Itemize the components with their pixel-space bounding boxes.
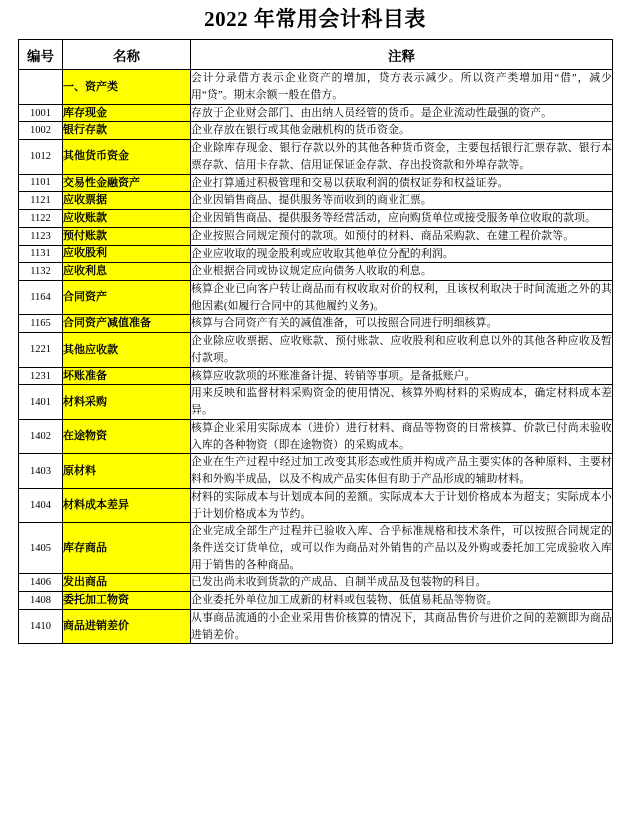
table-row: [19, 245, 613, 263]
cell-note: 企业除应收票据、应收账款、预付账款、应收股利和应收利息以外的其他各种应收及暂付款项。: [191, 333, 613, 367]
cell-name: 材料采购: [63, 385, 191, 419]
cell-name: 应收账款: [63, 210, 191, 228]
cell-name: 坏账准备: [63, 367, 191, 385]
cell-code: 1406: [19, 574, 63, 592]
cell-code: 1408: [19, 592, 63, 610]
cell-code: 1101: [19, 174, 63, 192]
cell-code: 1405: [19, 523, 63, 574]
cell-name: 商品进销差价: [63, 609, 191, 643]
cell-name: 合同资产: [63, 281, 191, 315]
cell-code: 1404: [19, 488, 63, 522]
table-row: [19, 367, 613, 385]
column-header-note: 注释: [191, 40, 613, 70]
cell-code: 1122: [19, 210, 63, 228]
table-row: [19, 140, 613, 174]
cell-name: 银行存款: [63, 122, 191, 140]
cell-note: 企业按照合同规定预付的款项。如预付的材料、商品采购款、在建工程价款等。: [191, 227, 613, 245]
table-row: [19, 70, 613, 104]
table-row: [19, 574, 613, 592]
cell-name: 材料成本差异: [63, 488, 191, 522]
cell-note: 已发出尚未收到货款的产成品、自制半成品及包装物的科目。: [191, 574, 613, 592]
table-row: [19, 210, 613, 228]
cell-note: 用来反映和监督材料采购资金的使用情况、核算外购材料的采购成本，确定材料成本差异。: [191, 385, 613, 419]
cell-name: 库存现金: [63, 104, 191, 122]
cell-code: 1401: [19, 385, 63, 419]
cell-name: 委托加工物资: [63, 592, 191, 610]
cell-note: 材料的实际成本与计划成本间的差额。实际成本大于计划价格成本为超支；实际成本小于计划价格成本为节约。: [191, 488, 613, 522]
cell-note: 企业因销售商品、提供服务等而收到的商业汇票。: [191, 192, 613, 210]
cell-name: 发出商品: [63, 574, 191, 592]
cell-code: 1231: [19, 367, 63, 385]
cell-note: 核算应收款项的坏账准备计提、转销等事项。是备抵账户。: [191, 367, 613, 385]
cell-code: 1410: [19, 609, 63, 643]
page-title: 2022 年常用会计科目表: [204, 7, 426, 31]
cell-code: 1123: [19, 227, 63, 245]
table-row: [19, 104, 613, 122]
cell-code: 1121: [19, 192, 63, 210]
accounting-subjects-table: [18, 39, 613, 644]
cell-note: 存放于企业财会部门、由出纳人员经管的货币。是企业流动性最强的资产。: [191, 104, 613, 122]
cell-name: 其他货币资金: [63, 140, 191, 174]
cell-note: 核算企业采用实际成本（进价）进行材料、商品等物资的日常核算、价款已付尚未验收入库的各种物资（即在途物资）的采购成本。: [191, 419, 613, 453]
cell-note: 核算与合同资产有关的减值准备，可以按照合同进行明细核算。: [191, 315, 613, 333]
cell-note: 企业打算通过积极管理和交易以获取利润的债权证券和权益证券。: [191, 174, 613, 192]
cell-code: 1002: [19, 122, 63, 140]
cell-code: 1221: [19, 333, 63, 367]
cell-code: 1131: [19, 245, 63, 263]
column-header-name: 名称: [63, 40, 191, 70]
table-row: [19, 488, 613, 522]
table-container: [0, 39, 630, 644]
table-row: [19, 281, 613, 315]
cell-name: 其他应收款: [63, 333, 191, 367]
cell-note: 企业委托外单位加工成新的材料或包装物、低值易耗品等物资。: [191, 592, 613, 610]
cell-note: 从事商品流通的小企业采用售价核算的情况下，其商品售价与进价之间的差额即为商品进销差价。: [191, 609, 613, 643]
cell-name: 交易性金融资产: [63, 174, 191, 192]
cell-code: [19, 70, 63, 104]
table-row: [19, 523, 613, 574]
table-row: [19, 122, 613, 140]
cell-code: 1402: [19, 419, 63, 453]
table-row: [19, 315, 613, 333]
cell-code: 1164: [19, 281, 63, 315]
cell-note: 企业应收取的现金股利或应收取其他单位分配的利润。: [191, 245, 613, 263]
table-row: [19, 454, 613, 488]
cell-note: 会计分录借方表示企业资产的增加，贷方表示减少。所以资产类增加用“借”，减少用“贷”。期末余额一般在借方。: [191, 70, 613, 104]
cell-code: 1165: [19, 315, 63, 333]
table-header-row: [19, 40, 613, 70]
cell-code: 1132: [19, 263, 63, 281]
cell-note: 企业根据合同或协议规定应向债务人收取的利息。: [191, 263, 613, 281]
table-row: [19, 227, 613, 245]
table-row: [19, 333, 613, 367]
cell-note: 企业在生产过程中经过加工改变其形态或性质并构成产品主要实体的各种原料、主要材料和外购半成品，以及不构成产品实体但有助于产品形成的辅助材料。: [191, 454, 613, 488]
cell-note: 企业完成全部生产过程并已验收入库、合乎标准规格和技术条件，可以按照合同规定的条件送交订货单位，或可以作为商品对外销售的产品以及外购或委托加工完成验收入库用于销售的各种商品。: [191, 523, 613, 574]
cell-name: 一、资产类: [63, 70, 191, 104]
cell-name: 应收股利: [63, 245, 191, 263]
cell-name: 在途物资: [63, 419, 191, 453]
cell-note: 企业除库存现金、银行存款以外的其他各种货币资金，主要包括银行汇票存款、银行本票存款、信用卡存款、信用证保证金存款、存出投资款和外埠存款等。: [191, 140, 613, 174]
cell-code: 1012: [19, 140, 63, 174]
cell-note: 企业因销售商品、提供服务等经营活动，应向购货单位或接受服务单位收取的款项。: [191, 210, 613, 228]
cell-name: 原材料: [63, 454, 191, 488]
table-row: [19, 592, 613, 610]
table-row: [19, 263, 613, 281]
table-header: [19, 40, 613, 70]
cell-name: 合同资产减值准备: [63, 315, 191, 333]
cell-note: 核算企业已向客户转让商品而有权收取对价的权利，且该权利取决于时间流逝之外的其他因素(如履行合同中的其他履约义务)。: [191, 281, 613, 315]
table-row: [19, 419, 613, 453]
cell-code: 1001: [19, 104, 63, 122]
cell-note: 企业存放在银行或其他金融机构的货币资金。: [191, 122, 613, 140]
table-row: [19, 192, 613, 210]
cell-name: 库存商品: [63, 523, 191, 574]
cell-code: 1403: [19, 454, 63, 488]
table-row: [19, 385, 613, 419]
table-body: [19, 70, 613, 644]
table-row: [19, 174, 613, 192]
cell-name: 应收利息: [63, 263, 191, 281]
cell-name: 预付账款: [63, 227, 191, 245]
column-header-code: 编号: [19, 40, 63, 70]
cell-name: 应收票据: [63, 192, 191, 210]
table-row: [19, 609, 613, 643]
